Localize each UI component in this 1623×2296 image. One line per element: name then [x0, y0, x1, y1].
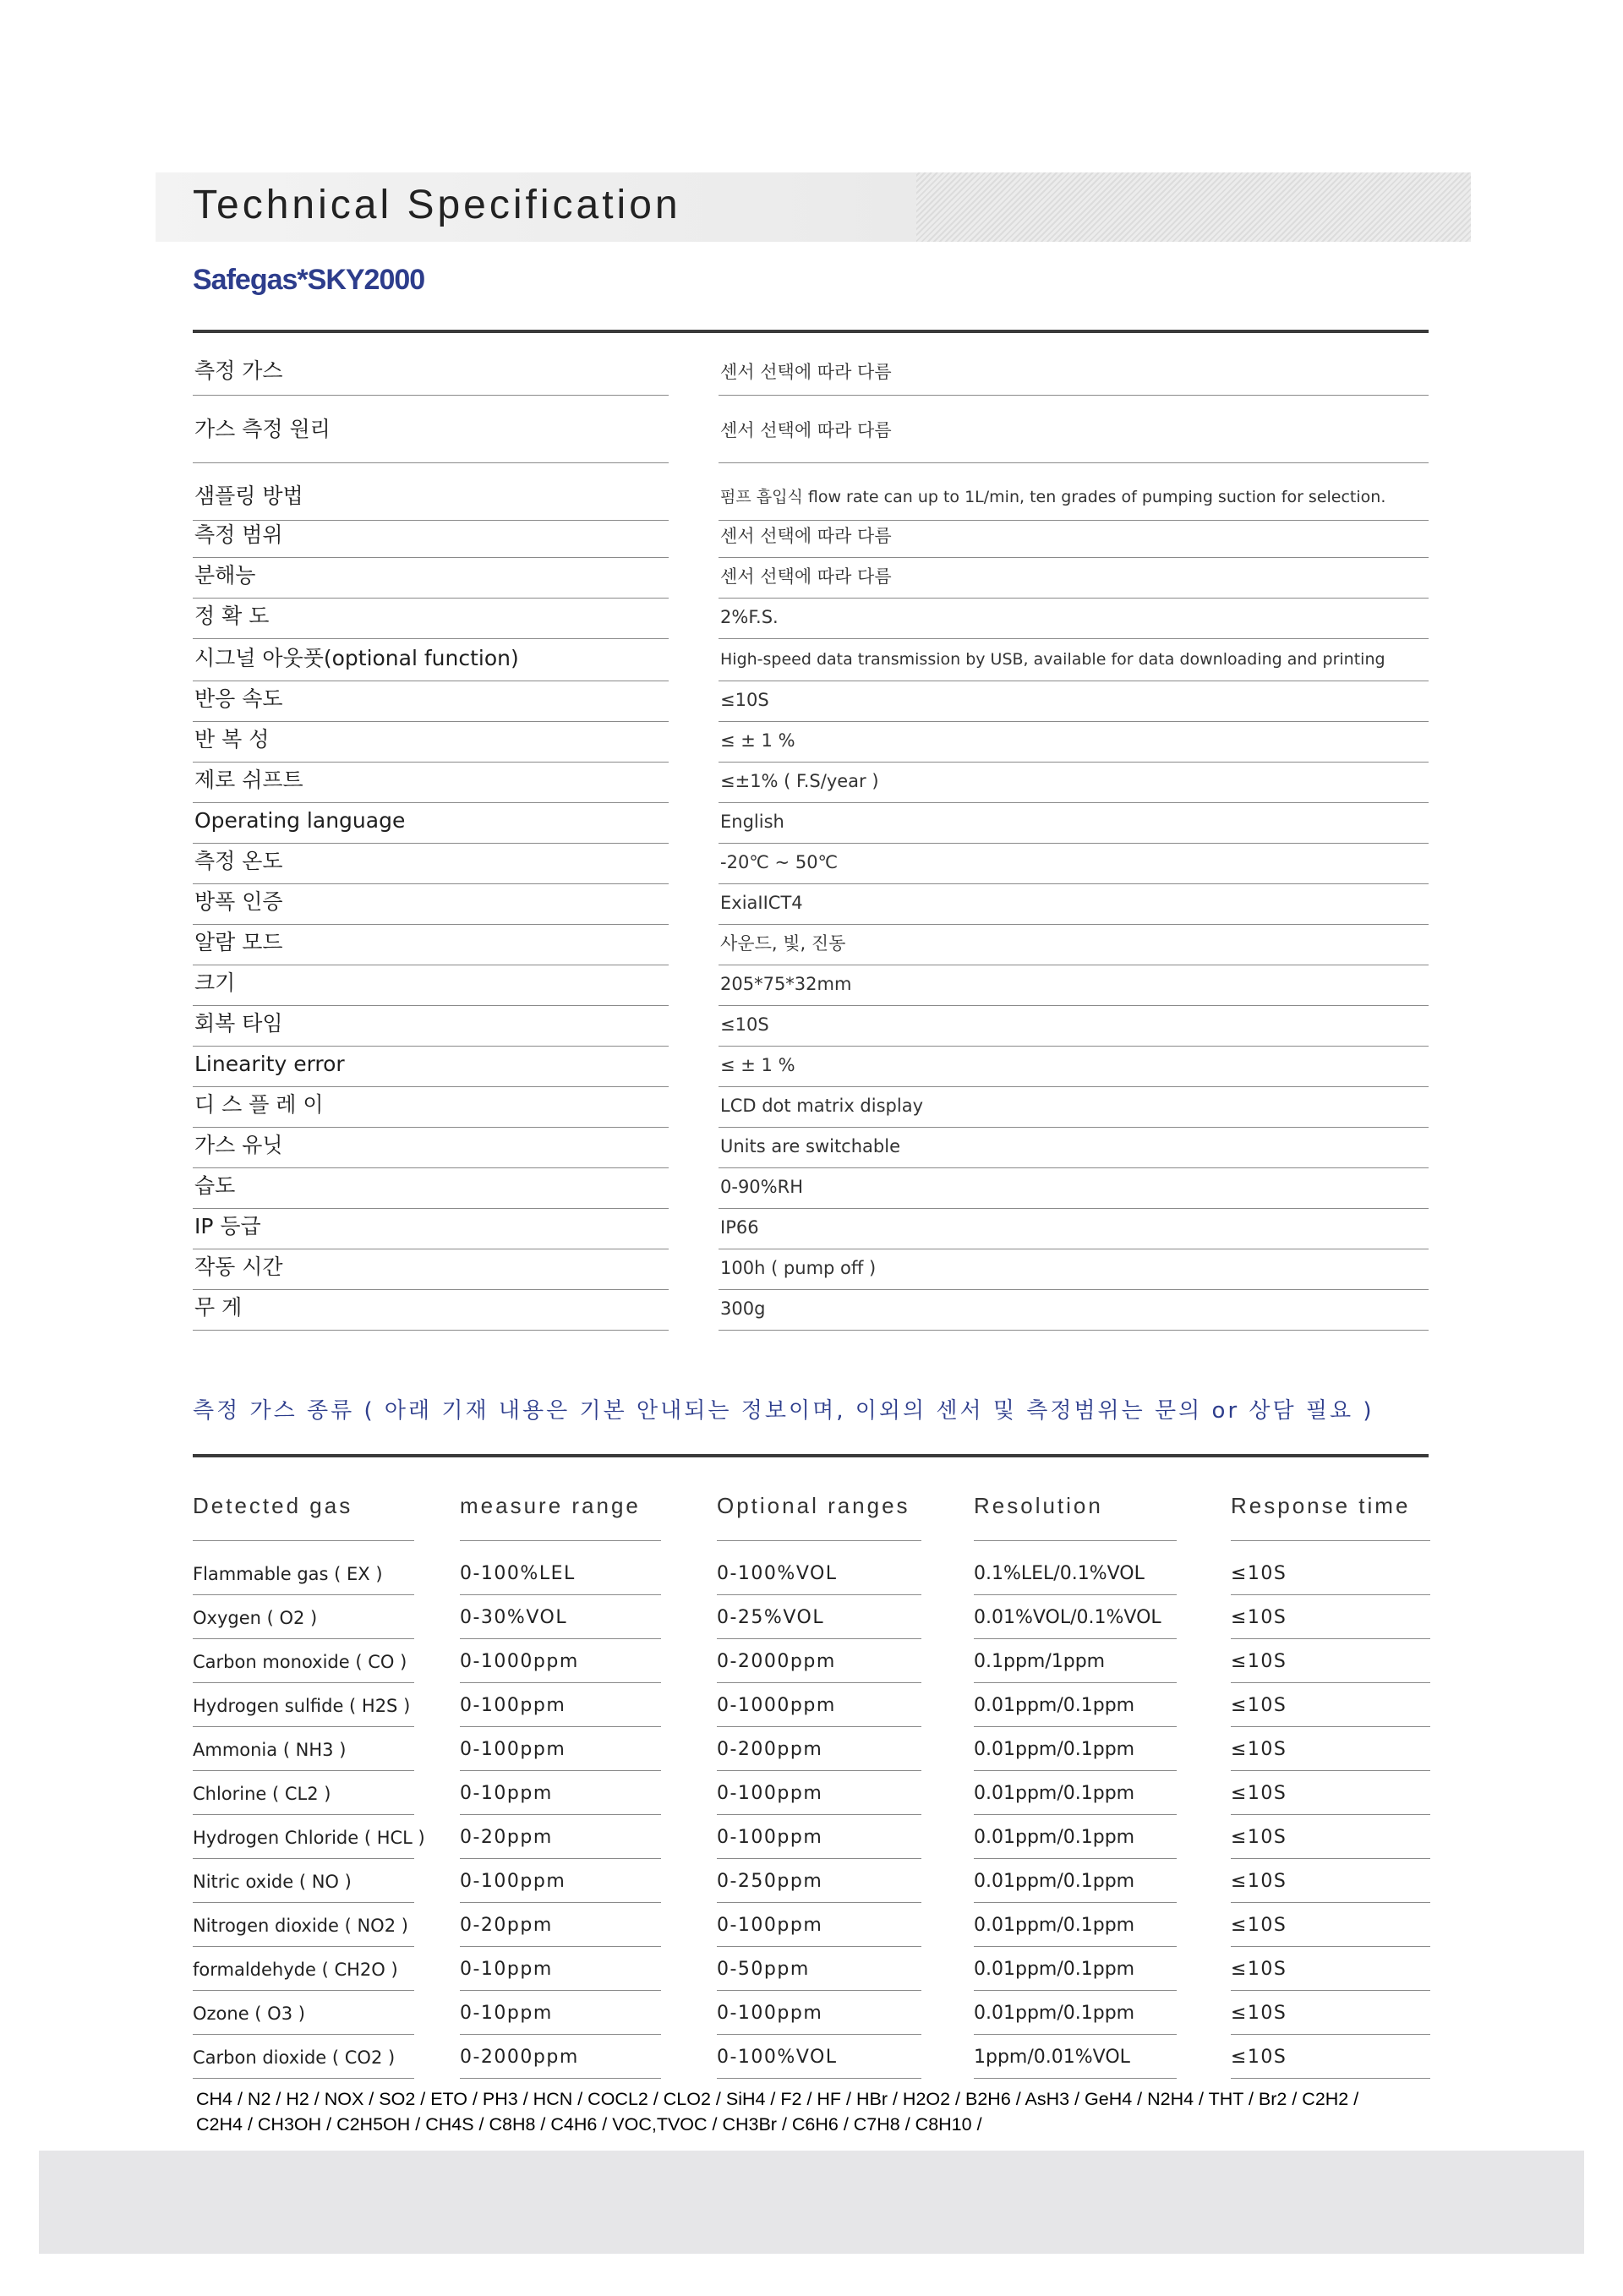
spec-value: High-speed data transmission by USB, available for data downloading and printing: [719, 642, 1429, 681]
table-cell: 0-1000ppm: [460, 1651, 579, 1672]
table-cell: 0-2000ppm: [460, 2047, 579, 2068]
product-name: Safegas*SKY2000: [193, 264, 425, 296]
row-divider: [193, 1902, 414, 1903]
spec-value: Units are switchable: [719, 1129, 1429, 1168]
spec-label: 반 복 성: [193, 724, 669, 763]
row-divider: [717, 1946, 921, 1947]
header-underline: [460, 1540, 661, 1541]
row-divider: [974, 1814, 1177, 1815]
table-cell: ≤10S: [1231, 1563, 1287, 1584]
spec-value: 100h ( pump off ): [719, 1251, 1429, 1290]
row-divider: [974, 1726, 1177, 1727]
table-cell: 0.01ppm/0.1ppm: [974, 1871, 1135, 1892]
row-divider: [460, 2034, 661, 2035]
row-divider: [460, 1726, 661, 1727]
table-cell: formaldehyde ( CH2O ): [193, 1960, 398, 1980]
spec-label: 가스 유닛: [193, 1129, 669, 1168]
row-divider: [717, 2034, 921, 2035]
table-cell: 0-10ppm: [460, 1959, 553, 1980]
table-cell: ≤10S: [1231, 2003, 1287, 2024]
spec-label: 가스 측정 원리: [193, 402, 669, 463]
spec-label: 크기: [193, 967, 669, 1006]
other-gases-list: [196, 2086, 1447, 2137]
row-divider: [460, 1682, 661, 1683]
row-divider: [193, 1814, 414, 1815]
spec-label: 측정 범위: [193, 519, 669, 558]
row-divider: [193, 2034, 414, 2035]
spec-label: 시그널 아웃풋(optional function): [193, 642, 669, 681]
row-divider: [974, 1770, 1177, 1771]
table-cell: 0-100ppm: [717, 1915, 823, 1936]
row-divider: [193, 1990, 414, 1991]
row-divider: [717, 1858, 921, 1859]
row-divider: [460, 1770, 661, 1771]
table-cell: Chlorine ( CL2 ): [193, 1784, 331, 1804]
row-divider: [1231, 1770, 1430, 1771]
table-cell: Carbon dioxide ( CO2 ): [193, 2047, 396, 2068]
spec-value: English: [719, 805, 1429, 844]
spec-value: 펌프 흡입식 flow rate can up to 1L/min, ten grades of pumping suction for selection.: [719, 478, 1429, 521]
table-cell: 0-10ppm: [460, 2003, 553, 2024]
spec-label: 측정 온도: [193, 845, 669, 884]
spec-value: 300g: [719, 1292, 1429, 1331]
table-cell: 0-100%VOL: [717, 2047, 838, 2068]
spec-value: 센서 선택에 따라 다름: [719, 353, 1429, 396]
spec-value: ExiaIICT4: [719, 886, 1429, 925]
table-cell: 0.1%LEL/0.1%VOL: [974, 1563, 1145, 1584]
spec-value: 2%F.S.: [719, 600, 1429, 639]
row-divider: [193, 1770, 414, 1771]
footer-band: [39, 2151, 1584, 2254]
row-divider: [1231, 1902, 1430, 1903]
row-divider: [1231, 1682, 1430, 1683]
table-cell: 0-100ppm: [717, 2003, 823, 2024]
table-cell: 0-20ppm: [460, 1915, 553, 1936]
page-title: Technical Specification: [193, 183, 681, 227]
table-cell: 0-250ppm: [717, 1871, 823, 1892]
table-cell: 0.01ppm/0.1ppm: [974, 2003, 1135, 2024]
row-divider: [460, 1814, 661, 1815]
row-divider: [1231, 2078, 1430, 2079]
column-header: measure range: [460, 1493, 641, 1518]
table-cell: 0-50ppm: [717, 1959, 810, 1980]
spec-label: 샘플링 방법: [193, 478, 669, 521]
table-cell: 0.01ppm/0.1ppm: [974, 1959, 1135, 1980]
row-divider: [974, 1682, 1177, 1683]
table-cell: 0.01%VOL/0.1%VOL: [974, 1607, 1161, 1628]
table-cell: 0.01ppm/0.1ppm: [974, 1915, 1135, 1936]
table-cell: ≤10S: [1231, 1959, 1287, 1980]
header-underline: [717, 1540, 921, 1541]
row-divider: [974, 1990, 1177, 1991]
table-cell: Oxygen ( O2 ): [193, 1608, 318, 1628]
row-divider: [1231, 1638, 1430, 1639]
spec-label: 회복 타임: [193, 1008, 669, 1047]
spec-label: IP 등급: [193, 1211, 669, 1249]
row-divider: [193, 2078, 414, 2079]
row-divider: [717, 2078, 921, 2079]
spec-value: ≤ ± 1 %: [719, 724, 1429, 763]
table-cell: ≤10S: [1231, 1651, 1287, 1672]
table-cell: 1ppm/0.01%VOL: [974, 2047, 1130, 2068]
table-cell: 0.01ppm/0.1ppm: [974, 1695, 1135, 1716]
header-underline: [1231, 1540, 1430, 1541]
row-divider: [460, 1946, 661, 1947]
other-gases-line-2: C2H4 / CH3OH / C2H5OH / CH4S / C8H8 / C4H6 / VOC,TVOC / CH3Br / C6H6 / C7H8 / C8H10 /: [196, 2114, 982, 2135]
row-divider: [1231, 1946, 1430, 1947]
row-divider: [974, 2078, 1177, 2079]
gas-section-heading: 측정 가스 종류 ( 아래 기재 내용은 기본 안내되는 정보이며, 이외의 센서 및 측정범위는 문의 or 상담 필요 ): [193, 1398, 1374, 1424]
table-cell: 0-100ppm: [460, 1871, 566, 1892]
row-divider: [193, 1682, 414, 1683]
header-underline: [193, 1540, 414, 1541]
column-header: Optional ranges: [717, 1493, 910, 1518]
other-gases-line-1: CH4 / N2 / H2 / NOX / SO2 / ETO / PH3 / HCN / COCL2 / CLO2 / SiH4 / F2 / HF / HBr / H2O2 / B2H6 / AsH3 / GeH4 / N2H4 / THT / Br2 / C2H2 /: [196, 2089, 1359, 2109]
table-cell: Nitrogen dioxide ( NO2 ): [193, 1916, 408, 1936]
row-divider: [1231, 1814, 1430, 1815]
table-cell: 0-100ppm: [460, 1739, 566, 1760]
table-cell: Ammonia ( NH3 ): [193, 1740, 347, 1760]
spec-label: 습도: [193, 1170, 669, 1209]
row-divider: [717, 1814, 921, 1815]
table-cell: 0-20ppm: [460, 1827, 553, 1848]
row-divider: [1231, 1726, 1430, 1727]
table-cell: 0.01ppm/0.1ppm: [974, 1739, 1135, 1760]
row-divider: [460, 2078, 661, 2079]
table-cell: ≤10S: [1231, 1871, 1287, 1892]
table-cell: 0.01ppm/0.1ppm: [974, 1827, 1135, 1848]
spec-value: 205*75*32mm: [719, 967, 1429, 1006]
column-header: Resolution: [974, 1493, 1103, 1518]
spec-label: 알람 모드: [193, 927, 669, 965]
table-cell: 0-100ppm: [717, 1783, 823, 1804]
column-header: Detected gas: [193, 1493, 353, 1518]
row-divider: [717, 1902, 921, 1903]
row-divider: [1231, 1594, 1430, 1595]
spec-value: 0-90%RH: [719, 1170, 1429, 1209]
table-cell: 0-100%LEL: [460, 1563, 576, 1584]
row-divider: [717, 1638, 921, 1639]
spec-label: 작동 시간: [193, 1251, 669, 1290]
spec-label: 디 스 플 레 이: [193, 1089, 669, 1128]
row-divider: [460, 1594, 661, 1595]
table-cell: ≤10S: [1231, 1607, 1287, 1628]
table-cell: 0-1000ppm: [717, 1695, 836, 1716]
table-cell: 0.01ppm/0.1ppm: [974, 1783, 1135, 1804]
spec-label: 측정 가스: [193, 353, 669, 396]
table-cell: 0-200ppm: [717, 1739, 823, 1760]
table-cell: Ozone ( O3 ): [193, 2004, 305, 2024]
spec-value: 센서 선택에 따라 다름: [719, 560, 1429, 599]
spec-value: ≤10S: [719, 683, 1429, 722]
spec-value: 센서 선택에 따라 다름: [719, 519, 1429, 558]
row-divider: [460, 1858, 661, 1859]
spec-label: 반응 속도: [193, 683, 669, 722]
spec-label: 제로 쉬프트: [193, 764, 669, 803]
row-divider: [1231, 1858, 1430, 1859]
row-divider: [193, 1946, 414, 1947]
spec-value: -20℃ ~ 50℃: [719, 845, 1429, 884]
row-divider: [460, 1902, 661, 1903]
table-cell: ≤10S: [1231, 1695, 1287, 1716]
table-cell: 0-100ppm: [460, 1695, 566, 1716]
table-cell: Hydrogen sulfide ( H2S ): [193, 1696, 411, 1716]
column-header: Response time: [1231, 1493, 1411, 1518]
row-divider: [974, 1902, 1177, 1903]
table-cell: ≤10S: [1231, 2047, 1287, 2068]
header-underline: [974, 1540, 1177, 1541]
row-divider: [717, 1990, 921, 1991]
table-cell: 0-2000ppm: [717, 1651, 836, 1672]
spec-label: Operating language: [193, 805, 669, 844]
row-divider: [717, 1682, 921, 1683]
table-cell: 0.1ppm/1ppm: [974, 1651, 1106, 1672]
row-divider: [974, 1858, 1177, 1859]
spec-value: LCD dot matrix display: [719, 1089, 1429, 1128]
row-divider: [717, 1726, 921, 1727]
spec-value: ≤ ± 1 %: [719, 1048, 1429, 1087]
row-divider: [193, 1858, 414, 1859]
spec-top-rule: [193, 330, 1429, 333]
spec-label: 정 확 도: [193, 600, 669, 639]
row-divider: [974, 1638, 1177, 1639]
table-cell: 0-25%VOL: [717, 1607, 825, 1628]
row-divider: [193, 1638, 414, 1639]
table-cell: ≤10S: [1231, 1739, 1287, 1760]
table-cell: ≤10S: [1231, 1915, 1287, 1936]
table-cell: ≤10S: [1231, 1827, 1287, 1848]
row-divider: [974, 1594, 1177, 1595]
spec-label: 무 게: [193, 1292, 669, 1331]
spec-value: ≤10S: [719, 1008, 1429, 1047]
spec-value: IP66: [719, 1211, 1429, 1249]
gas-top-rule: [193, 1454, 1429, 1457]
spec-label: 분해능: [193, 560, 669, 599]
table-cell: 0-100%VOL: [717, 1563, 838, 1584]
row-divider: [974, 1946, 1177, 1947]
spec-value: ≤±1% ( F.S/year ): [719, 764, 1429, 803]
table-cell: 0-30%VOL: [460, 1607, 568, 1628]
row-divider: [193, 1594, 414, 1595]
spec-label: Linearity error: [193, 1048, 669, 1087]
table-cell: Flammable gas ( EX ): [193, 1564, 383, 1584]
row-divider: [1231, 1990, 1430, 1991]
spec-value: 사운드, 빛, 진동: [719, 927, 1429, 965]
spec-value: 센서 선택에 따라 다름: [719, 402, 1429, 463]
row-divider: [193, 1726, 414, 1727]
table-cell: Carbon monoxide ( CO ): [193, 1652, 407, 1672]
row-divider: [717, 1594, 921, 1595]
row-divider: [460, 1990, 661, 1991]
row-divider: [717, 1770, 921, 1771]
table-cell: Nitric oxide ( NO ): [193, 1872, 352, 1892]
row-divider: [1231, 2034, 1430, 2035]
table-cell: 0-10ppm: [460, 1783, 553, 1804]
row-divider: [460, 1638, 661, 1639]
table-cell: Hydrogen Chloride ( HCL ): [193, 1828, 425, 1848]
row-divider: [974, 2034, 1177, 2035]
table-cell: 0-100ppm: [717, 1827, 823, 1848]
table-cell: ≤10S: [1231, 1783, 1287, 1804]
spec-label: 방폭 인증: [193, 886, 669, 925]
